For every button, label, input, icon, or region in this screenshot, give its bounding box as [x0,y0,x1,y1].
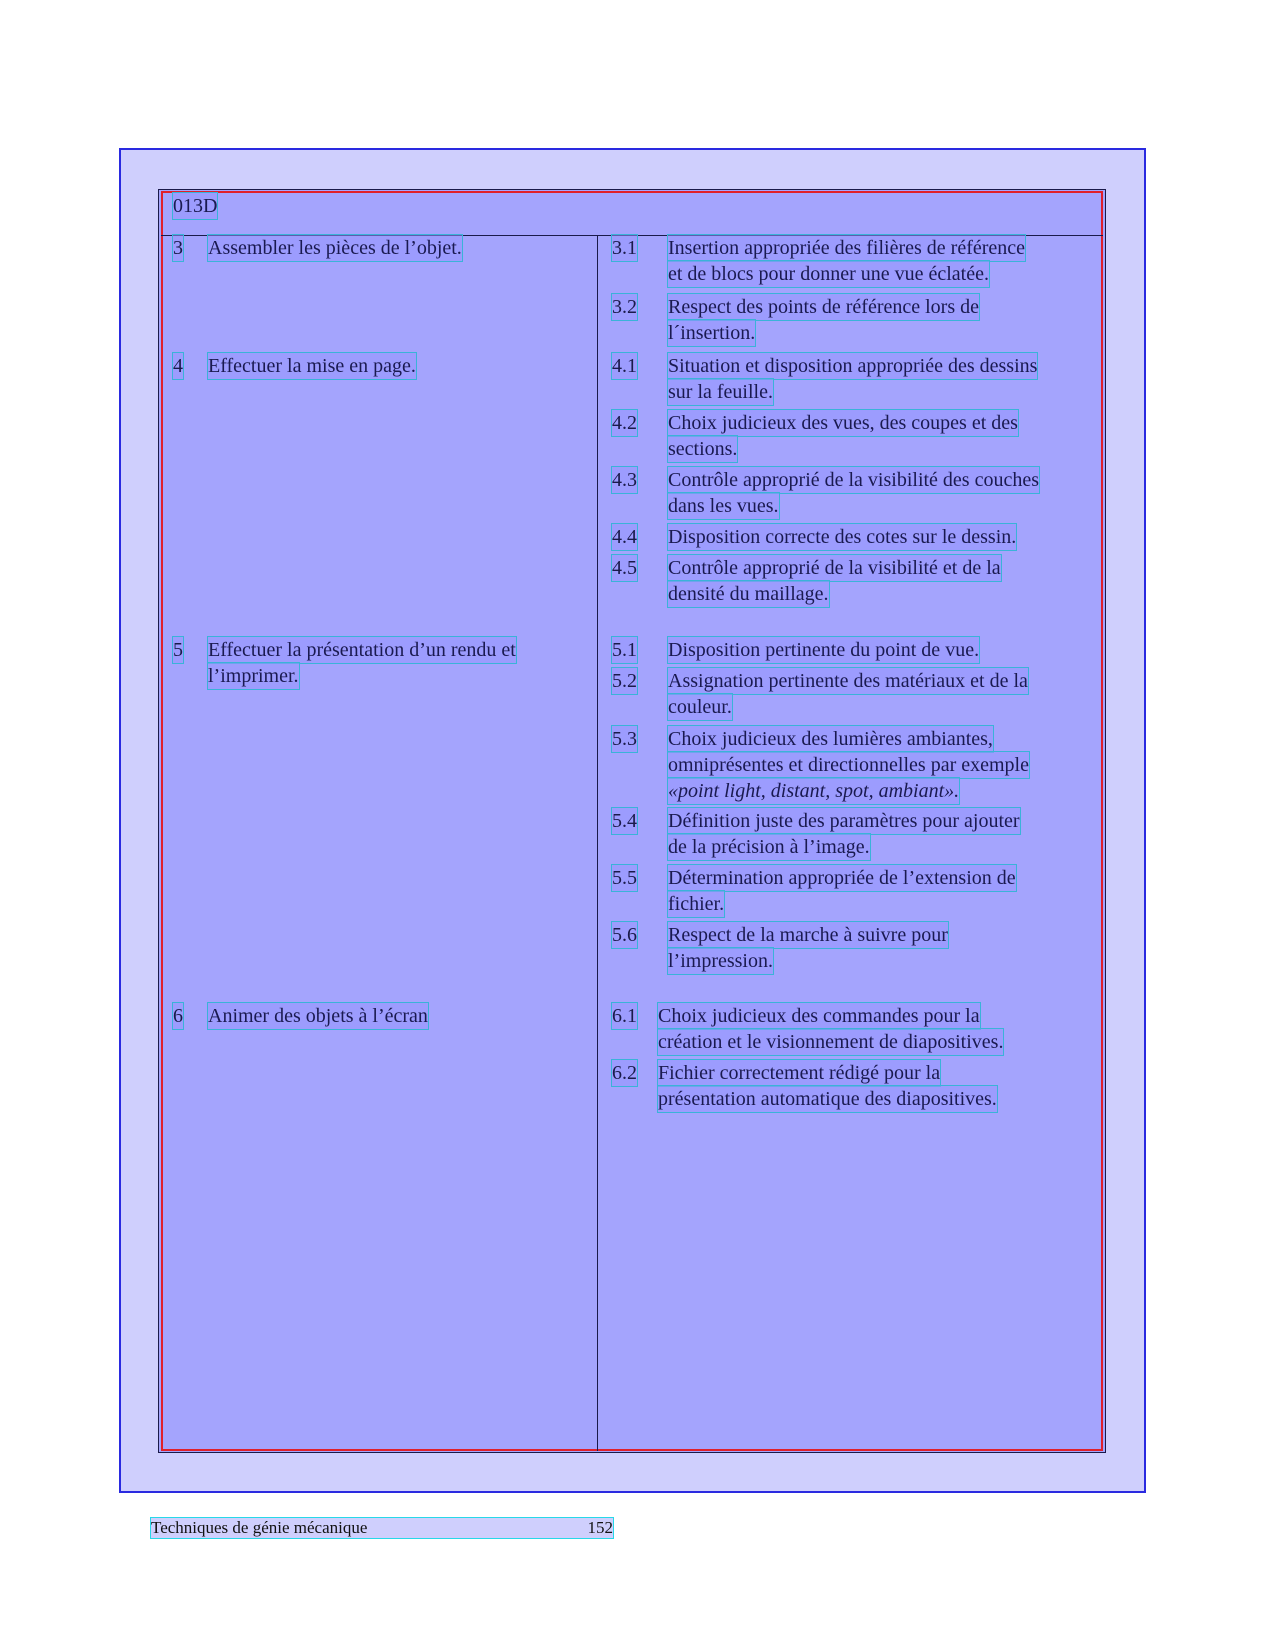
criterion-text: «point light, distant, spot, ambiant». [668,780,960,802]
criterion-number: 5.5 [612,867,637,889]
element-text: Effectuer la présentation d’un rendu et [208,639,516,661]
criterion-text: densité du maillage. [668,583,829,605]
footer-title: Techniques de génie mécanique [151,1518,368,1537]
criterion-text: l´insertion. [668,322,756,344]
element-text: Assembler les pièces de l’objet. [208,237,462,259]
criterion-text: l’impression. [668,950,773,972]
criterion-text: fichier. [668,893,725,915]
criterion-number: 5.1 [612,639,637,661]
criterion-text: Situation et disposition appropriée des dessins [668,355,1038,377]
element-number: 6 [173,1005,183,1027]
page-number: 152 [587,1518,613,1537]
criterion-text: omniprésentes et directionnelles par exemple [668,754,1029,776]
criterion-number: 4.2 [612,412,637,434]
criterion-text: Disposition pertinente du point de vue. [668,639,980,661]
criterion-number: 5.3 [612,728,637,750]
criterion-text: Choix judicieux des lumières ambiantes, [668,728,993,750]
criterion-number: 3.1 [612,237,637,259]
criterion-text: Contrôle approprié de la visibilité et de la [668,557,1001,579]
criterion-text: présentation automatique des diapositives. [658,1088,997,1110]
element-text: Animer des objets à l’écran [208,1005,428,1027]
criterion-text: et de blocs pour donner une vue éclatée. [668,263,989,285]
criterion-text: Contrôle approprié de la visibilité des couches [668,469,1040,491]
criterion-text: Disposition correcte des cotes sur le dessin. [668,526,1017,548]
criterion-text: sur la feuille. [668,381,773,403]
criterion-text: Choix judicieux des vues, des coupes et des [668,412,1018,434]
criterion-text: Choix judicieux des commandes pour la [658,1005,980,1027]
criterion-number: 4.5 [612,557,637,579]
criterion-number: 4.3 [612,469,637,491]
criterion-number: 4.4 [612,526,637,548]
criterion-number: 5.2 [612,670,637,692]
page-footer [151,1518,613,1538]
criterion-number: 5.6 [612,924,637,946]
element-number: 5 [173,639,183,661]
criterion-number: 6.1 [612,1005,637,1027]
criterion-text: création et le visionnement de diapositives. [658,1031,1004,1053]
criterion-number: 5.4 [612,810,637,832]
criterion-text: Définition juste des paramètres pour ajouter [668,810,1020,832]
criterion-text: Détermination appropriée de l’extension de [668,867,1016,889]
criterion-text: Respect de la marche à suivre pour [668,924,948,946]
criterion-text: Assignation pertinente des matériaux et de la [668,670,1028,692]
criterion-text: Respect des points de référence lors de [668,296,979,318]
criterion-text: de la précision à l’image. [668,836,870,858]
criterion-text: Insertion appropriée des filières de référence [668,237,1026,259]
competency-code: 013D [173,195,218,217]
element-number: 4 [173,355,183,377]
element-text: Effectuer la mise en page. [208,355,416,377]
criterion-text: Fichier correctement rédigé pour la [658,1062,941,1084]
column-divider [597,235,598,1451]
criterion-number: 3.2 [612,296,637,318]
criterion-number: 6.2 [612,1062,637,1084]
element-text: l’imprimer. [208,665,299,687]
criterion-number: 4.1 [612,355,637,377]
criterion-text: sections. [668,438,738,460]
element-number: 3 [173,237,183,259]
criterion-text: dans les vues. [668,495,779,517]
criterion-text: couleur. [668,696,732,718]
